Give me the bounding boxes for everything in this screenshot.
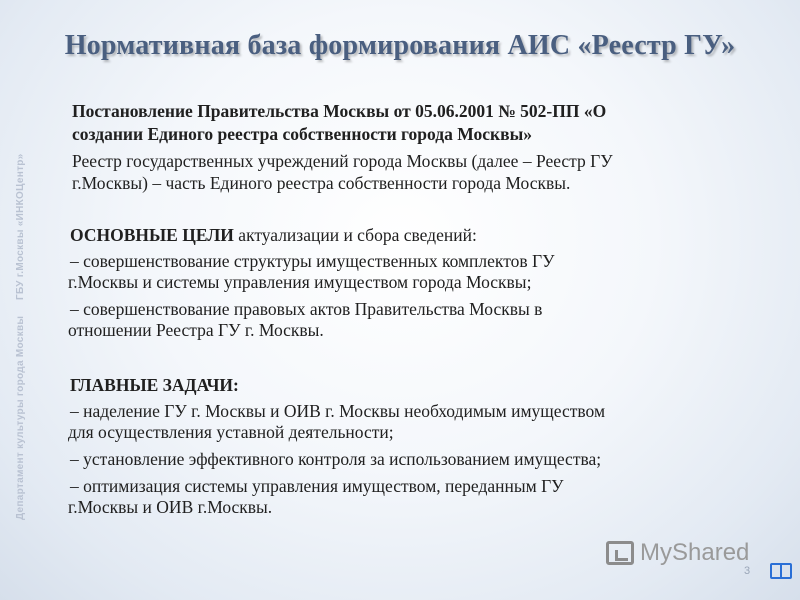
myshared-logo-icon bbox=[606, 541, 634, 565]
book-icon[interactable] bbox=[770, 563, 792, 579]
goals-heading-line bbox=[70, 224, 477, 246]
task-3-line-1: – оптимизация системы управления имуществом, переданным ГУ bbox=[70, 476, 564, 496]
task-3-line-2: г.Москвы и ОИВ г.Москвы. bbox=[68, 497, 273, 517]
goal-1-line-2: г.Москвы и системы управления имуществом города Москвы; bbox=[68, 272, 532, 292]
tasks-heading: ГЛАВНЫЕ ЗАДАЧИ: bbox=[70, 375, 239, 395]
goals-heading-rest: актуализации и сбора сведений: bbox=[233, 225, 477, 245]
slide-title: Нормативная база формирования АИС «Реестр ГУ» bbox=[64, 30, 736, 61]
decree-line-1: Постановление Правительства Москвы от 05.06.2001 № 502-ПП «О bbox=[72, 101, 607, 121]
task-1-line-1: – наделение ГУ г. Москвы и ОИВ г. Москвы необходимым имуществом bbox=[70, 401, 606, 421]
sidebar-organization-text: ГБУ г.Москвы «ИНКОЦентр» bbox=[15, 153, 26, 300]
myshared-logo-text: MyShared bbox=[640, 539, 750, 566]
registry-line-1: Реестр государственных учреждений города Москвы (далее – Реестр ГУ bbox=[72, 151, 613, 171]
sidebar bbox=[5, 0, 45, 600]
myshared-logo[interactable] bbox=[606, 538, 749, 568]
task-2-line-1: – установление эффективного контроля за использованием имущества; bbox=[70, 449, 602, 469]
goal-2-line-1: – совершенствование правовых актов Правительства Москвы в bbox=[70, 299, 543, 319]
goals-heading: ОСНОВНЫЕ ЦЕЛИ bbox=[70, 225, 234, 245]
task-1-line-2: для осуществления уставной деятельности; bbox=[68, 422, 394, 442]
goal-2-line-2: отношении Реестра ГУ г. Москвы. bbox=[68, 320, 324, 340]
goal-1-line-1: – совершенствование структуры имущественных комплектов ГУ bbox=[70, 251, 555, 271]
page-number: 3 bbox=[744, 565, 751, 577]
registry-line-2: г.Москвы) – часть Единого реестра собственности города Москвы. bbox=[72, 173, 571, 193]
decree-line-2: создании Единого реестра собственности города Москвы» bbox=[72, 124, 533, 144]
sidebar-department-text: Департамент культуры города Москвы bbox=[15, 315, 26, 520]
